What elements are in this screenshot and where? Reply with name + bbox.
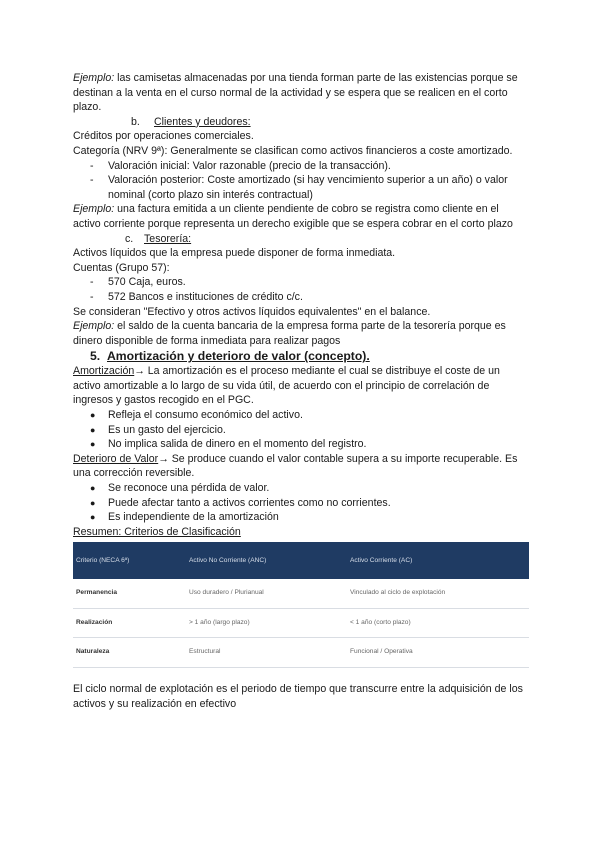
bullet-item-text: No implica salida de dinero en el momento del registro.: [108, 438, 367, 451]
amortizacion-paragraph: [73, 364, 529, 408]
bullet-marker: ●: [90, 439, 96, 450]
dash-marker: -: [90, 159, 94, 172]
example-label: Ejemplo:: [73, 203, 115, 216]
table-header-row: [73, 542, 529, 579]
table-cell: Funcional / Operativa: [347, 638, 529, 668]
dash-item: [73, 290, 529, 305]
classification-table-wrapper: [73, 542, 529, 668]
example-paragraph-clientes: [73, 202, 529, 231]
tesoreria-line-1: Activos líquidos que la empresa puede disponer de forma inmediata.: [73, 247, 396, 260]
subheading-clientes: [73, 115, 529, 130]
section-title: Amortización y deterioro de valor (concepto).: [107, 349, 370, 364]
bullet-item-text: Puede afectar tanto a activos corrientes como no corrientes.: [108, 496, 391, 509]
resumen-heading: Resumen: Criterios de Clasificación: [73, 525, 241, 538]
dash-marker: -: [90, 174, 94, 187]
bullet-marker: ●: [90, 512, 96, 523]
bullet-item-text: Es independiente de la amortización: [108, 511, 279, 524]
bullet-item: [73, 437, 529, 452]
bullet-item: [73, 496, 529, 511]
deterioro-text: → Se produce cuando el valor contable supera a su importe recuperable. Es una corrección reversible.: [73, 452, 518, 480]
example-label: Ejemplo:: [73, 320, 115, 333]
table-header-cell: Criterio (NECA 6ª): [73, 542, 186, 579]
bullet-item-text: Es un gasto del ejercicio.: [108, 423, 226, 436]
example-paragraph-existencias: [73, 71, 529, 115]
section-number: 5.: [90, 349, 101, 364]
example-text: una factura emitida a un cliente pendiente de cobro se registra como cliente en el activo corriente porque representa un derecho exigible que se espera cobrar en el corto plazo: [73, 203, 513, 230]
example-label: Ejemplo:: [73, 72, 115, 84]
clientes-line-1: Créditos por operaciones comerciales.: [73, 130, 254, 143]
table-row: [73, 579, 529, 608]
table-cell: Estructural: [186, 638, 347, 668]
table-cell: Realización: [73, 608, 186, 638]
dash-item-text: Valoración inicial: Valor razonable (precio de la transacción).: [108, 159, 391, 172]
table-row: [73, 608, 529, 638]
example-text: el saldo de la cuenta bancaria de la empresa forma parte de la tesorería porque es dinero disponible de forma inmediata para realizar pagos: [73, 320, 506, 347]
closing-paragraph: El ciclo normal de explotación es el periodo de tiempo que transcurre entre la adquisición de los activos y su realización en efectivo: [73, 682, 523, 710]
bullet-item-text: Se reconoce una pérdida de valor.: [108, 482, 270, 495]
table-header-cell: Activo Corriente (AC): [347, 542, 529, 579]
dash-item-text: 572 Bancos e instituciones de crédito c/c.: [108, 290, 303, 303]
dash-item-text: 570 Caja, euros.: [108, 276, 186, 289]
bullet-item: [73, 481, 529, 496]
table-cell: Uso duradero / Plurianual: [186, 579, 347, 608]
dash-marker: -: [90, 276, 94, 289]
subheading-title: Tesorería:: [144, 232, 192, 245]
bullet-marker: ●: [90, 424, 96, 435]
amortizacion-text: → La amortización es el proceso mediante el cual se distribuye el coste de un activo amortizable a lo largo de su vida útil, de acuerdo con el principio de correlación de ingresos y gastos recogido en el PGC.: [73, 365, 500, 407]
bullet-marker: ●: [90, 483, 96, 494]
clientes-line-2: Categoría (NRV 9ª): Generalmente se clasifican como activos financieros a coste amortizado.: [73, 144, 513, 157]
table-cell: > 1 año (largo plazo): [186, 608, 347, 638]
subheading-letter: b.: [131, 115, 140, 128]
subheading-letter: c.: [125, 232, 134, 245]
subheading-tesoreria: [73, 232, 529, 247]
dash-item: [73, 159, 529, 174]
bullet-item: [73, 423, 529, 438]
dash-item-text: Valoración posterior: Coste amortizado (si hay vencimiento superior a un año) o valor nominal (corto plazo sin interés contractual): [108, 174, 508, 201]
bullet-item-text: Refleja el consumo económico del activo.: [108, 409, 303, 422]
table-cell: Permanencia: [73, 579, 186, 608]
bullet-item: [73, 408, 529, 423]
subheading-title: Clientes y deudores:: [154, 115, 251, 128]
bullet-marker: ●: [90, 410, 96, 421]
example-paragraph-tesoreria: [73, 319, 529, 348]
example-text: las camisetas almacenadas por una tienda forman parte de las existencias porque se destinan a la venta en el curso normal de la actividad y se espera que se realicen en el corto plazo.: [73, 72, 518, 114]
dash-item: [73, 275, 529, 290]
tesoreria-line-2: Cuentas (Grupo 57):: [73, 261, 170, 274]
dash-item: [73, 173, 529, 202]
section-heading-5: [73, 348, 529, 364]
dash-marker: -: [90, 290, 94, 303]
table-cell: Vinculado al ciclo de explotación: [347, 579, 529, 608]
amortizacion-label: Amortización: [73, 365, 135, 378]
classification-table: [73, 542, 529, 668]
table-row: [73, 638, 529, 668]
deterioro-label: Deterioro de Valor: [73, 452, 159, 465]
bullet-item: [73, 510, 529, 525]
deterioro-paragraph: [73, 452, 529, 481]
table-cell: Naturaleza: [73, 638, 186, 668]
bullet-marker: ●: [90, 497, 96, 508]
table-cell: < 1 año (corto plazo): [347, 608, 529, 638]
table-header-cell: Activo No Corriente (ANC): [186, 542, 347, 579]
document-page: [73, 71, 529, 711]
tesoreria-line-3: Se consideran "Efectivo y otros activos líquidos equivalentes" en el balance.: [73, 305, 431, 318]
